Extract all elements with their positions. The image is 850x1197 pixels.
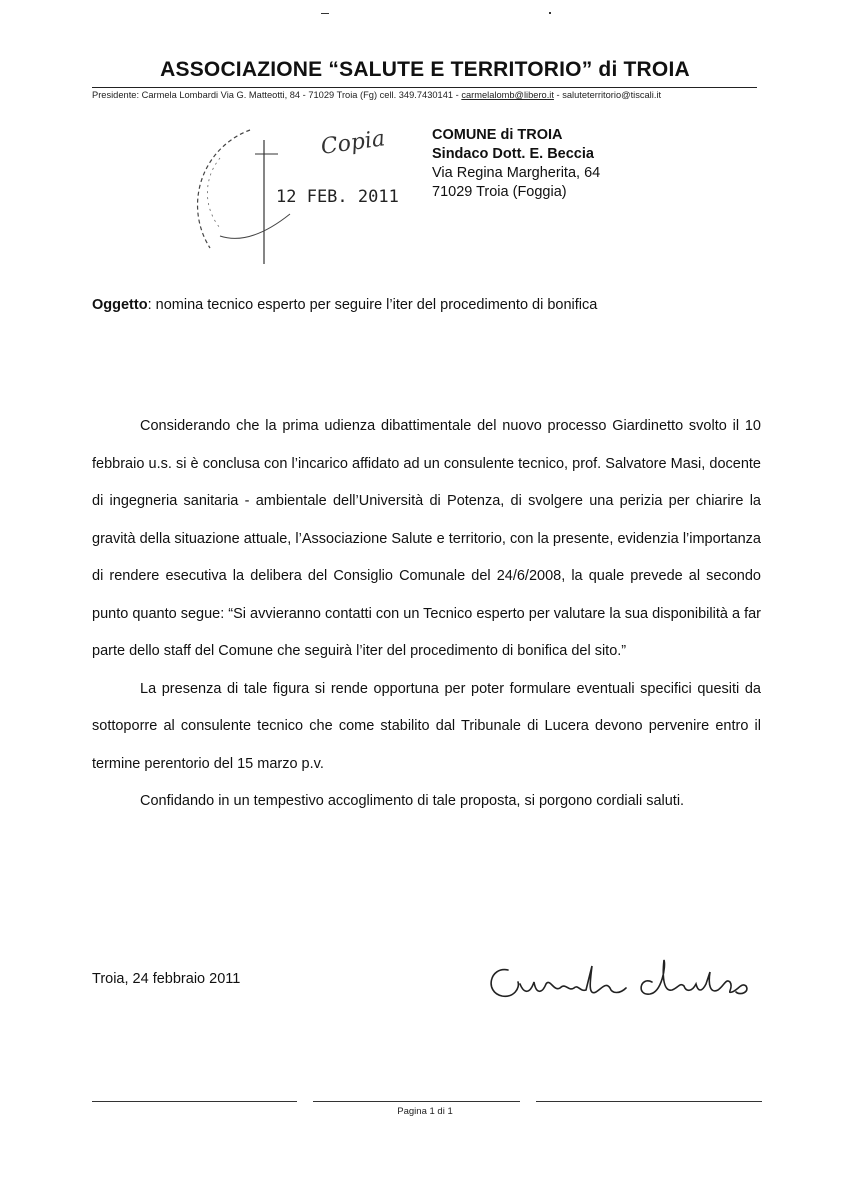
footer-divider-middle [313, 1101, 520, 1102]
stamp-arc [198, 130, 250, 248]
received-stamp [180, 118, 410, 268]
letterhead-title: ASSOCIAZIONE “SALUTE E TERRITORIO” di TROIA [160, 58, 690, 81]
signature-last-name-stroke [641, 960, 747, 994]
stamp-handwritten-note: Copia [319, 126, 387, 160]
scan-speck [549, 12, 551, 14]
footer-divider-left [92, 1101, 297, 1102]
contact-tail: - saluteterritorio@tiscali.it [556, 90, 662, 100]
body-paragraph: Confidando in un tempestivo accoglimento di tale proposta, si porgono cordiali saluti. [140, 793, 685, 809]
letterhead-divider [92, 87, 757, 88]
stamp-arc-inner [207, 158, 220, 228]
page-number: Pagina 1 di 1 [397, 1106, 453, 1117]
handwritten-signature [480, 952, 760, 1012]
contact-email-link[interactable]: carmelalomb@libero.it [461, 90, 554, 100]
body-paragraph: Considerando che la prima udienza dibattimentale del nuovo processo Giardinetto svolto il 10 febbraio u.s. si è conclusa con l’incarico affidato ad un consulente tecnico, prof. Salvatore Masi, docente di ingegneria sanitaria - ambientale dell’Università di Potenza, di svolgere una perizia per chiarire la gravità della situazione attuale, l’Associazione Salute e territorio, con la presente, evidenzia l’importanza di rendere esecutiva la delibera del Consiglio Comunale del 24/6/2008, la quale prevede al secondo punto quanto segue: “Si avvieranno contatti con un Tecnico esperto per valutare la sua disponibilità a far parte dello staff del Comune che seguirà l’iter del procedimento di bonifica del sito.” [92, 418, 761, 659]
recipient-title: Sindaco Dott. E. Beccia [432, 146, 594, 162]
scan-speck [321, 13, 329, 14]
letterhead-contact-line [92, 90, 762, 100]
recipient-name: COMUNE di TROIA [432, 127, 563, 143]
letter-body [92, 408, 761, 821]
subject-text: : nomina tecnico esperto per seguire l’iter del procedimento di bonifica [147, 297, 598, 313]
place-and-date: Troia, 24 febbraio 2011 [92, 971, 241, 987]
subject-line [92, 297, 597, 313]
subject-label: Oggetto [92, 297, 148, 313]
footer-divider-right [536, 1101, 762, 1102]
recipient-street: Via Regina Margherita, 64 [432, 165, 601, 181]
body-paragraph: La presenza di tale figura si rende opportuna per poter formulare eventuali specifici quesiti da sottoporre al consulente tecnico che come stabilito dal Tribunale di Lucera devono pervenire entro il termine perentorio del 15 marzo p.v. [92, 680, 761, 772]
stamp-curve [220, 214, 290, 238]
signature-first-name-stroke [491, 966, 626, 996]
stamp-date: 12 FEB. 2011 [276, 187, 399, 207]
recipient-address-block [432, 126, 600, 202]
recipient-city: 71029 Troia (Foggia) [432, 184, 567, 200]
contact-main: Presidente: Carmela Lombardi Via G. Matteotti, 84 - 71029 Troia (Fg) cell. 349.7430141 - [92, 90, 462, 100]
